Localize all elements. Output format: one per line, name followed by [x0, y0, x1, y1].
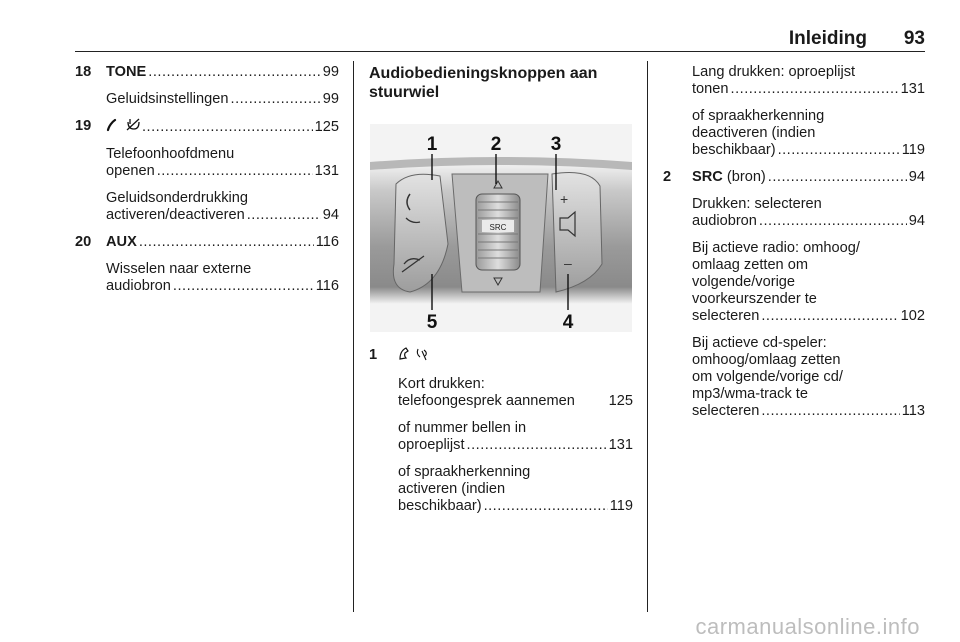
- steering-wheel-controls-photo: [370, 124, 632, 332]
- item-text: beschikbaar): [692, 142, 776, 158]
- item-text: deactiveren (indien: [692, 125, 816, 141]
- item-text: beschikbaar): [398, 498, 482, 514]
- minus-icon: –: [564, 255, 572, 271]
- entry-sub-page: 131: [314, 163, 339, 179]
- item-text: oproeplijst: [398, 437, 465, 453]
- right-column: [663, 64, 925, 430]
- item-page: 94: [908, 213, 925, 229]
- item-text: Bij actieve cd-speler:: [692, 335, 827, 351]
- item-2: [663, 169, 925, 420]
- item-text: of spraakherkenning: [398, 464, 531, 480]
- item-text: Drukken: selecteren: [692, 196, 822, 212]
- item-text: Kort drukken:: [398, 376, 485, 392]
- page-title: Inleiding: [788, 28, 867, 49]
- section-heading: Audiobedieningsknoppen aan stuurwiel: [369, 65, 598, 101]
- entry-sub-line: Telefoonhoofdmenu: [106, 146, 235, 162]
- middle-column: [369, 64, 633, 102]
- item-page: 125: [608, 393, 633, 409]
- item-text: selecteren: [692, 308, 760, 324]
- item-text: telefoongesprek aannemen: [398, 393, 575, 409]
- entry-label: SRC: [692, 169, 723, 185]
- item-1: [369, 347, 633, 515]
- item-text: omlaag zetten om: [692, 257, 809, 273]
- entry-sub-line: Geluidsonderdrukking: [106, 190, 248, 206]
- entry-sub-line: Wisselen naar externe: [106, 261, 252, 277]
- entry-number: 1: [369, 347, 378, 363]
- src-label: SRC: [489, 223, 507, 232]
- item-text: voorkeurszender te: [692, 291, 817, 307]
- item-page: 113: [901, 403, 925, 419]
- item-page: 131: [608, 437, 633, 453]
- item-text: Lang drukken: oproeplijst: [692, 64, 856, 80]
- plus-icon: +: [560, 191, 569, 207]
- page-number: 93: [903, 28, 925, 49]
- entry-sub-page: 99: [322, 91, 339, 107]
- entry-label-suffix: (bron): [722, 169, 766, 185]
- item-text: of spraakherkenning: [692, 108, 825, 124]
- item-text: om volgende/vorige cd/: [692, 369, 843, 385]
- watermark: carmanualsonline.info: [695, 614, 920, 639]
- entry-number: 2: [663, 169, 672, 185]
- item-text: activeren (indien: [398, 481, 506, 497]
- callout-3: 3: [550, 134, 562, 155]
- item-text: volgende/vorige: [692, 274, 796, 290]
- item-text: omhoog/omlaag zetten: [692, 352, 841, 368]
- callout-5: 5: [426, 312, 438, 332]
- item-page: 131: [900, 81, 925, 97]
- entry-number: 18: [75, 64, 92, 80]
- entry-sub: activeren/deactiveren: [106, 207, 245, 223]
- entry-page: 125: [314, 119, 339, 135]
- entry-label: TONE: [106, 64, 147, 80]
- entry-label: AUX: [106, 234, 137, 250]
- entry-sub-page: 94: [322, 207, 339, 223]
- entry-sub: openen: [106, 163, 155, 179]
- entry-sub-page: 116: [315, 278, 339, 294]
- entry-page: 116: [315, 234, 339, 250]
- entry-18: [75, 64, 339, 108]
- entry-sub: Geluidsinstellingen: [106, 91, 229, 107]
- item-text: audiobron: [692, 213, 757, 229]
- item-text: mp3/wma-track te: [692, 386, 808, 402]
- callout-1: 1: [426, 134, 438, 155]
- column-divider-1: [353, 61, 354, 612]
- entry-number: 19: [75, 118, 92, 134]
- item-page: 119: [609, 498, 633, 514]
- item-text: tonen: [692, 81, 729, 97]
- callout-2: 2: [490, 134, 502, 155]
- item-page: 119: [901, 142, 925, 158]
- column-divider-2: [647, 61, 648, 612]
- left-column: [75, 64, 339, 295]
- entry-20: [75, 234, 339, 295]
- entry-19: [75, 118, 339, 224]
- phone-mute-icon: [106, 118, 140, 136]
- entry-page: 99: [322, 64, 339, 80]
- item-text: Bij actieve radio: omhoog/: [692, 240, 860, 256]
- item-text: of nummer bellen in: [398, 420, 527, 436]
- item-text: selecteren: [692, 403, 760, 419]
- header-rule: [75, 51, 925, 52]
- entry-sub: audiobron: [106, 278, 171, 294]
- item-page: 102: [900, 308, 925, 324]
- entry-number: 20: [75, 234, 92, 250]
- callout-4: 4: [562, 312, 574, 332]
- entry-page: 94: [908, 169, 925, 185]
- phone-voice-icon: [398, 347, 633, 366]
